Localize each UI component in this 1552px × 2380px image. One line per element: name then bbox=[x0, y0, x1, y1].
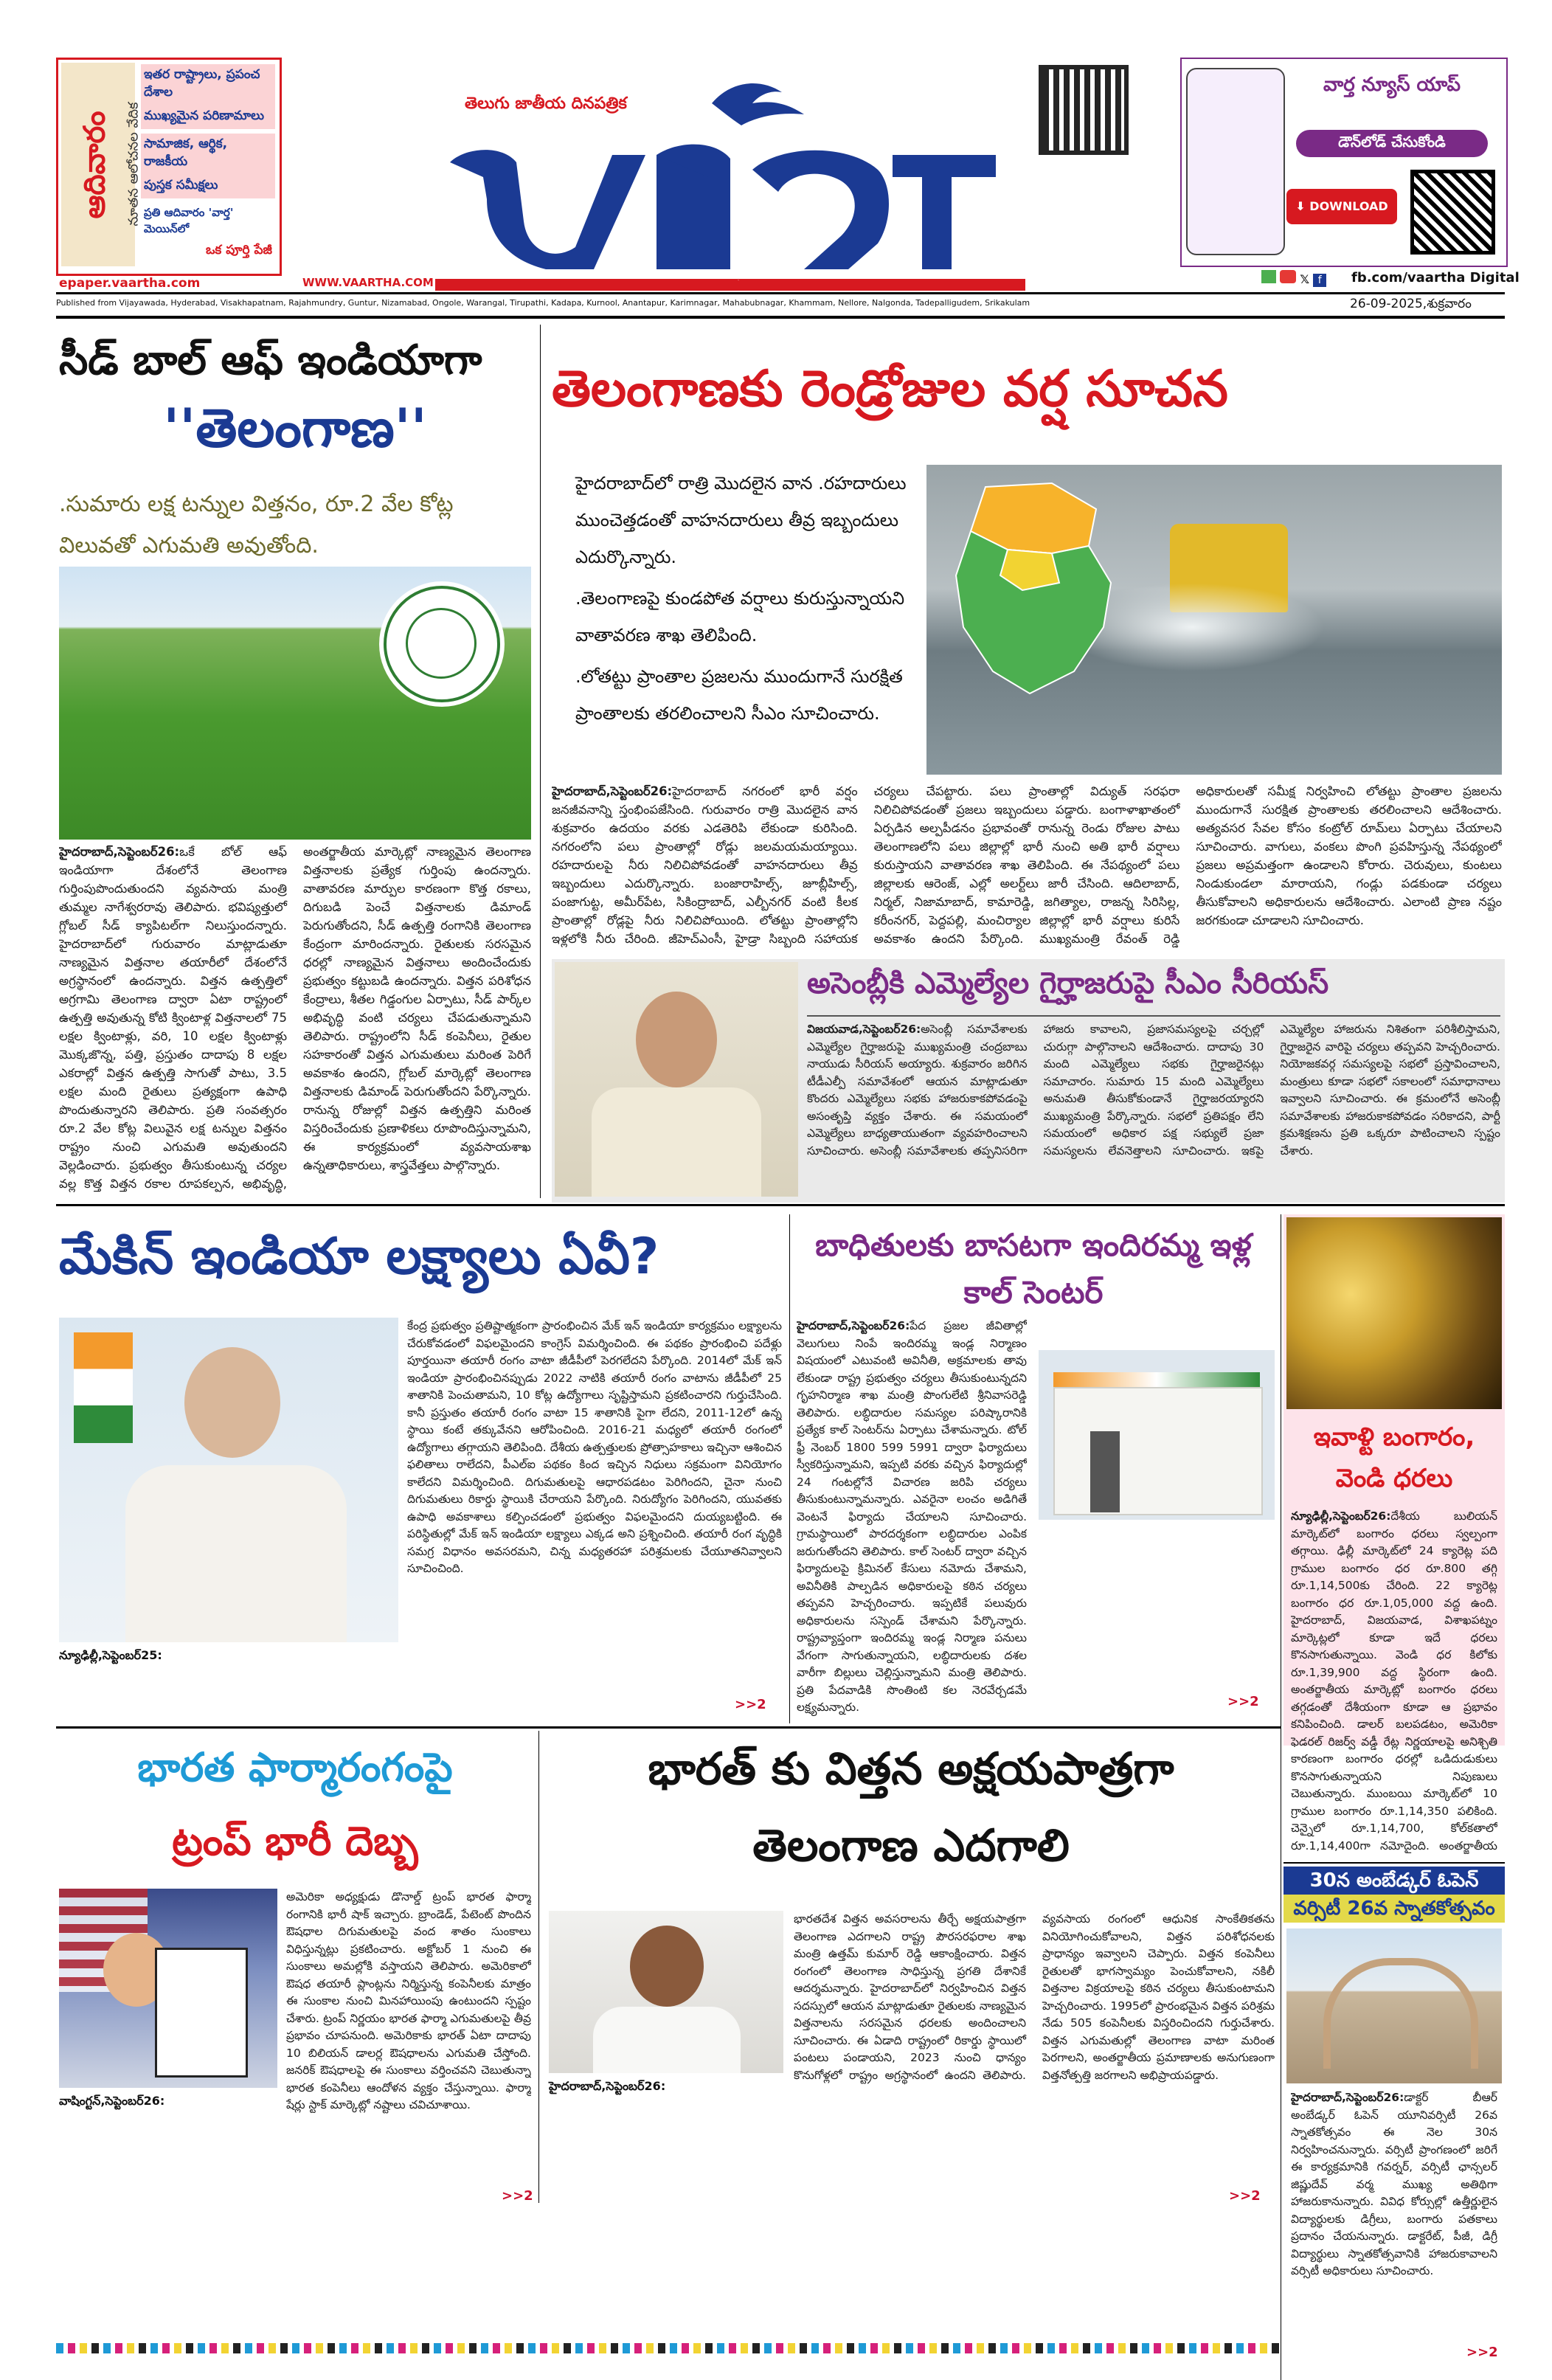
seedbowl-text: భారతదేశ విత్తన అవసరాలను తీర్చే అక్షయపాత్రగా తెలంగాణ ఎదగాలని రాష్ట్ర పౌరసరఫరాల శాఖ మంత్రి ఉత్తమ్ కుమార్ రెడ్డి ఆకాంక్షించారు. విత్తన రంగంలో తెలంగాణ సాధిస్తున్న ప్రగతి దేశానికే ఆదర్శమన్నారు. హైదరాబాద్‌లో నిర్వహించిన విత్తన సదస్సులో ఆయన మాట్లాడుతూ రైతులకు నాణ్యమైన విత్తనాలను సరసమైన ధరలకు అందించాలని సూచించారు. ఈ ఏడాది రాష్ట్రంలో రికార్డు స్థాయిలో పంటలు పండాయని, 2023 నుంచి ధాన్యం కొనుగోళ్లలో రాష్ట్రం అగ్రస్థానంలో ఉందని తెలిపారు. వ్యవసాయ రంగంలో ఆధునిక సాంకేతికతను వినియోగించుకోవాలని, విత్తన పరిశోధనలకు ప్రాధాన్యం ఇవ్వాలని చెప్పారు. విత్తన కంపెనీలు రైతులతో భాగస్వామ్యం పెంచుకోవాలని, నకిలీ విత్తనాల విక్రయాలపై కఠిన చర్యలు తీసుకుంటామని హెచ్చరించారు. 1995లో ప్రారంభమైన విత్తన పరిశ్రమ నేడు 505 కంపెనీలకు విస్తరించిందని గుర్తుచేశారు. విత్తన ఎగుమతుల్లో తెలంగాణ వాటా మరింత పెరగాలని, అంతర్జాతీయ ప్రమాణాలకు అనుగుణంగా విత్తనోత్పత్తి జరగాలని అభిప్రాయపడ్డారు. bbox=[794, 1912, 1275, 2082]
telangana-map bbox=[941, 480, 1118, 701]
seedball-dateline: హైదరాబాద్,సెప్టెంబర్26: bbox=[59, 845, 180, 859]
promo-line: ఇతర రాష్ట్రాలు, ప్రపంచ దేశాల bbox=[141, 64, 275, 105]
gold-title bbox=[1286, 1416, 1502, 1499]
ambedkar-title-line1: 30న అంబేడ్కర్ ఓపెన్ bbox=[1283, 1867, 1505, 1895]
ambedkar-photo bbox=[1286, 1928, 1502, 2083]
indiramma-body bbox=[797, 1318, 1027, 1716]
google-play-icon[interactable] bbox=[1261, 270, 1276, 283]
seedball-title-2: ''తెలంగాణ'' bbox=[163, 397, 427, 459]
epaper-url[interactable]: epaper.vaartha.com bbox=[59, 276, 201, 291]
cm-title: అసెంబ్లీకి ఎమ్మెల్యేల గైర్హాజరుపై సీఎం సీరియస్ bbox=[807, 966, 1329, 1000]
pharma-body bbox=[286, 1889, 531, 2199]
row-rule bbox=[56, 1204, 1505, 1206]
issue-date: 26-09-2025,శుక్రవారం bbox=[1350, 297, 1472, 311]
pharma-title-line1: భారత ఫార్మారంగంపై bbox=[137, 1744, 453, 1791]
seedbowl-dateline: హైదరాబాద్,సెప్టెంబర్26: bbox=[549, 2079, 666, 2093]
modi-head bbox=[184, 1347, 280, 1458]
indiramma-title bbox=[794, 1222, 1273, 1316]
ambedkar-title bbox=[1283, 1867, 1505, 1923]
rain-dateline: హైదరాబాద్,సెప్టెంబర్26: bbox=[552, 784, 673, 798]
promo-logo-block bbox=[61, 63, 142, 266]
ambedkar-dateline: హైదరాబాద్,సెప్టెంబర్26: bbox=[1291, 2091, 1404, 2104]
seedbowl-title-line2: తెలంగాణ ఎదగాలి bbox=[752, 1820, 1070, 1872]
makeinindia-caption bbox=[59, 1647, 782, 1717]
gold-photo bbox=[1286, 1217, 1502, 1409]
seal-inner bbox=[406, 608, 477, 679]
rain-points bbox=[575, 465, 915, 732]
logo-graphic bbox=[435, 74, 1025, 295]
modi-photo bbox=[59, 1318, 398, 1642]
cm-text: అసెంబ్లీ సమావేశాలకు ఎమ్మెల్యేల గైర్హాజరుపై ముఖ్యమంత్రి చంద్రబాబు నాయుడు సీరియస్ అయ్యారు. శుక్రవారం జరిగిన టీడీఎల్పీ సమావేశంలో ఆయన మాట్లాడుతూ కొందరు ఎమ్మెల్యేలు సభకు హాజరుకాకపోవడంపై అసంతృప్తి వ్యక్తం చేశారు. ఈ సమయంలో ఎమ్మెల్యేలు బాధ్యతాయుతంగా వ్యవహరించాలని సూచించారు. అసెంబ్లీ సమావేశాలకు తప్పనిసరిగా హాజరు కావాలని, ప్రజాసమస్యలపై చర్చల్లో చురుగ్గా పాల్గొనాలని ఆదేశించారు. దాదాపు 30 మంది ఎమ్మెల్యేలు సభకు గైర్హాజరైనట్లు సమాచారం. సుమారు 15 మంది ఎమ్మెల్యేలు అనుమతి తీసుకోకుండానే గైర్హాజరయ్యారని ముఖ్యమంత్రి పేర్కొన్నారు. సభలో ప్రతిపక్షం లేని సమయంలో అధికార పక్ష సభ్యులే ప్రజా సమస్యలను లేవనెత్తాలని సూచించారు. ఇకపై ఎమ్మెల్యేల హాజరును నిశితంగా పరిశీలిస్తామని, గైర్హాజరైన వారిపై చర్యలు తప్పవని హెచ్చరించారు. నియోజకవర్గ సమస్యలపై సభలో ప్రస్తావించాలని, మంత్రులు కూడా సభలో సకాలంలో సమాధానాలు ఇవ్వాలని సూచించారు. ఈ క్రమంలోనే అసెంబ్లీ సమావేశాలకు హాజరుకాకపోవడం సరికాదని, పార్టీ క్రమశిక్షణను ప్రతి ఒక్కరూ పాటించాలని స్పష్టం చేశారు. bbox=[807, 1023, 1500, 1158]
app-title: వార్త న్యూస్ యాప్ bbox=[1323, 74, 1461, 96]
minister-head bbox=[630, 1926, 704, 2007]
cm-figure-head bbox=[636, 992, 717, 1087]
pharma-continued[interactable]: >>2 bbox=[502, 2188, 533, 2204]
app-cta: డౌన్‌లోడ్ చేసుకోండి bbox=[1296, 130, 1488, 157]
promo-box bbox=[56, 58, 282, 276]
column-rule bbox=[789, 1214, 790, 1723]
cm-body bbox=[807, 1021, 1500, 1195]
indiramma-photo bbox=[1039, 1350, 1275, 1520]
ambedkar-body bbox=[1291, 2089, 1497, 2367]
social-icons bbox=[1261, 270, 1326, 287]
indiramma-continued[interactable]: >>2 bbox=[1227, 1694, 1259, 1709]
seedbowl-body bbox=[794, 1911, 1275, 2200]
rain-point: హైదరాబాద్‌లో రాత్రి మొదలైన వాన .రహదారులు ముంచెత్తడంతో వాహనదారులు తీవ్ర ఇబ్బందులు ఎదుర్కొన్నారు. bbox=[575, 473, 907, 567]
rain-text: హైదరాబాద్ నగరంలో భారీ వర్షం జనజీవనాన్ని స్తంభింపజేసింది. గురువారం రాత్రి మొదలైన వాన శుక్రవారం ఉదయం వరకు ఎడతెరిపి లేకుండా కురిసింది. నగరంలోని పలు ప్రాంతాల్లో రోడ్లు జలమయమయ్యాయి. రహదారులపై నీరు నిలిచిపోవడంతో వాహనదారులు తీవ్ర ఇబ్బందులు ఎదుర్కొన్నారు. బంజారాహిల్స్, జూబ్లీహిల్స్, పంజాగుట్ట, అమీర్‌పేట, సికింద్రాబాద్, ఎల్బీనగర్ వంటి కీలక ప్రాంతాల్లో రోడ్లపై నీరు నిలిచిపోయింది. లోతట్టు ప్రాంతాల్లోని ఇళ్లలోకి నీరు చేరింది. జీహెచ్ఎంసీ, హైడ్రా సిబ్బంది సహాయక చర్యలు చేపట్టారు. పలు ప్రాంతాల్లో విద్యుత్ సరఫరా నిలిచిపోవడంతో ప్రజలు ఇబ్బందులు పడ్డారు. బంగాళాఖాతంలో ఏర్పడిన అల్పపీడనం ప్రభావంతో రానున్న రెండు రోజుల పాటు తెలంగాణలోని పలు జిల్లాల్లో భారీ నుంచి అతి భారీ వర్షాలు కురుస్తాయని వాతావరణ శాఖ తెలిపింది. ఈ నేపథ్యంలో పలు జిల్లాలకు ఆరెంజ్, ఎల్లో అలర్ట్‌లు జారీ చేసింది. ఆదిలాబాద్, నిర్మల్, నిజామాబాద్, కామారెడ్డి, జగిత్యాల, రాజన్న సిరిసిల్ల, కరీంనగర్, పెద్దపల్లి, మంచిర్యాల జిల్లాల్లో భారీ వర్షాలు కురిసే అవకాశం ఉందని పేర్కొంది. ముఖ్యమంత్రి రేవంత్ రెడ్డి అధికారులతో సమీక్ష నిర్వహించి లోతట్టు ప్రాంతాల ప్రజలను ముందుగానే సురక్షిత ప్రాంతాలకు తరలించాలని ఆదేశించారు. అత్యవసర సేవల కోసం కంట్రోల్ రూమ్‌లు ఏర్పాటు చేయాలని సూచించారు. వాగులు, వంకలు పొంగి ప్రవహిస్తున్న నేపథ్యంలో ప్రజలు అప్రమత్తంగా ఉండాలని కోరారు. చెరువులు, కుంటలు నిండుకుండలా మారాయని, గండ్లు పడకుండా చర్యలు తీసుకోవాలని అధికారులను ఆదేశించారు. ఎలాంటి ప్రాణ నష్టం జరగకుండా చూడాలని సూచించారు. bbox=[552, 784, 1502, 946]
promo-line: సామాజిక, ఆర్థిక, రాజకీయ bbox=[141, 134, 275, 175]
promo-subtitle: నూతన ఆలోచనల వేదిక bbox=[125, 102, 142, 226]
house-flag-stripe bbox=[1053, 1372, 1260, 1387]
seedball-title: సీడ్ బాల్ ఆఫ్ ఇండియాగా bbox=[59, 336, 482, 384]
rain-photo bbox=[926, 465, 1502, 775]
masthead-rule-bottom bbox=[56, 316, 1505, 319]
download-button[interactable] bbox=[1286, 189, 1397, 224]
gold-dateline: న్యూఢిల్లీ,సెప్టెంబర్26: bbox=[1291, 1509, 1391, 1523]
flag bbox=[74, 1332, 133, 1443]
row-rule bbox=[56, 1726, 1281, 1729]
ambedkar-continued[interactable]: >>2 bbox=[1466, 2345, 1498, 2360]
cm-dateline: విజయవాడ,సెప్టెంబర్26: bbox=[807, 1023, 921, 1036]
rain-body bbox=[552, 782, 1502, 966]
promo-line: ప్రతి ఆదివారం 'వార్త' మెయిన్‌లో bbox=[144, 206, 234, 235]
app-ad[interactable] bbox=[1180, 58, 1508, 267]
download-icon: ⬇ bbox=[1295, 199, 1310, 213]
seedbowl-continued[interactable]: >>2 bbox=[1229, 2188, 1261, 2204]
seedball-photo bbox=[59, 567, 531, 840]
signed-document bbox=[155, 1948, 248, 2078]
column-rule bbox=[540, 325, 541, 1198]
modi-body bbox=[125, 1465, 347, 1642]
indiramma-text: పేద ప్రజల జీవితాల్లో వెలుగులు నింపే ఇందిరమ్మ ఇండ్ల నిర్మాణం విషయంలో ఎటువంటి అవినీతి, అక్రమాలకు తావు లేకుండా రాష్ట్ర ప్రభుత్వం చర్యలు తీసుకుంటున్నదని గృహనిర్మాణ శాఖ మంత్రి పొంగులేటి శ్రీనివాసరెడ్డి తెలిపారు. లబ్ధిదారుల సమస్యల పరిష్కారానికి ప్రత్యేక కాల్ సెంటర్‌ను ఏర్పాటు చేశామన్నారు. టోల్ ఫ్రీ నెంబర్ 1800 599 5991 ద్వారా ఫిర్యాదులు స్వీకరిస్తున్నామని, ఇప్పటి వరకు వచ్చిన ఫిర్యాదుల్లో 24 గంటల్లోనే విచారణ జరిపి చర్యలు తీసుకుంటున్నామన్నారు. ఎవరైనా లంచం అడిగితే వెంటనే ఫిర్యాదు చేయాలని సూచించారు. గ్రామస్థాయిలో పారదర్శకంగా లబ్ధిదారుల ఎంపిక జరుగుతోందని తెలిపారు. కాల్ సెంటర్ ద్వారా వచ్చిన ఫిర్యాదులపై క్రిమినల్ కేసులు నమోదు చేశామని, అవినీతికి పాల్పడిన అధికారులపై కఠిన చర్యలు తప్పవని హెచ్చరించారు. ఇప్పటికే పలువురు అధికారులను సస్పెండ్ చేశామని పేర్కొన్నారు. రాష్ట్రవ్యాప్తంగా ఇందిరమ్మ ఇండ్ల నిర్మాణ పనులు వేగంగా సాగుతున్నాయని, లబ్ధిదారులకు దశల వారీగా బిల్లులు చెల్లిస్తున్నామని మంత్రి తెలిపారు. ప్రతి పేదవాడికి సొంతింటి కల నెరవేర్చడమే లక్ష్యమన్నారు. bbox=[797, 1319, 1027, 1714]
pharma-dateline: వాషింగ్టన్,సెప్టెంబర్26: bbox=[59, 2094, 165, 2108]
masthead-logo bbox=[435, 74, 1025, 295]
seedbowl-title-line1: భారత్ కు విత్తన అక్షయపాత్రగా bbox=[648, 1743, 1174, 1795]
published-from: Published from Vijayawada, Hyderabad, Visakhapatnam, Rajahmundry, Guntur, Nizamabad, Ongole, Warangal, Tirupathi, Kadapa, Kurnool, Anantapur, Karimnagar, Mahabubnagar, Khammam, Nellore, Nalgonda, Tadepalligudem, Srikakulam bbox=[56, 298, 1030, 308]
ambedkar-text: డాక్టర్ బీఆర్ అంబేడ్కర్ ఓపెన్ యూనివర్సిటీ 26వ స్నాతకోత్సవం ఈ నెల 30న నిర్వహించనున్నారు. వర్సిటీ ప్రాంగణంలో జరిగే ఈ కార్యక్రమానికి గవర్నర్, వర్సిటీ ఛాన్సలర్ జిష్ణుదేవ్ వర్మ ముఖ్య అతిథిగా హాజరుకానున్నారు. వివిధ కోర్సుల్లో ఉత్తీర్ణులైన విద్యార్థులకు డిగ్రీలు, బంగారు పతకాలు ప్రదానం చేయనున్నారు. డాక్టరేట్, పీజీ, డిగ్రీ విద్యార్థులు స్నాతకోత్సవానికి హాజరుకావాలని వర్సిటీ అధికారులు సూచించారు. bbox=[1291, 2091, 1497, 2277]
makeinindia-title: మేకిన్ ఇండియా లక్ష్యాలు ఏవీ? bbox=[59, 1228, 659, 1286]
download-label: DOWNLOAD bbox=[1309, 199, 1388, 213]
rain-point: .లోతట్టు ప్రాంతాల ప్రజలను ముందుగానే సురక్షిత ప్రాంతాలకు తరలించాలని సీఎం సూచించారు. bbox=[575, 666, 903, 724]
house-door bbox=[1090, 1431, 1120, 1512]
tagline: తెలుగు జాతీయ దినపత్రిక bbox=[465, 94, 627, 113]
pharma-caption bbox=[59, 2092, 280, 2203]
trump-photo bbox=[59, 1889, 277, 2088]
column-rule bbox=[538, 1731, 539, 2203]
makeinindia-continued[interactable]: >>2 bbox=[735, 1697, 766, 1712]
gold-title-text: ఇవాళ్టి బంగారం, వెండి ధరలు bbox=[1313, 1422, 1475, 1493]
facebook-handle[interactable]: fb.com/vaartha Digital bbox=[1351, 270, 1520, 286]
indiramma-title-text: బాధితులకు బాసటగా ఇందిరమ్మ ఇళ్ల కాల్ సెంటర్ bbox=[815, 1227, 1252, 1310]
rain-title: తెలంగాణకు రెండ్రోజుల వర్ష సూచన bbox=[552, 360, 1228, 418]
minister-body bbox=[593, 2007, 741, 2073]
cm-title-rule bbox=[807, 1015, 1500, 1017]
facebook-icon[interactable]: f bbox=[1313, 274, 1326, 287]
gold-body bbox=[1291, 1508, 1497, 1855]
pharma-title-line2: ట్రంప్ భారీ దెబ్బ bbox=[172, 1818, 418, 1864]
registration-bar bbox=[56, 2343, 1281, 2353]
ambedkar-top-rule bbox=[1283, 1862, 1505, 1864]
indiramma-dateline: హైదరాబాద్,సెప్టెంబర్26: bbox=[797, 1319, 910, 1332]
cm-figure-body bbox=[592, 1087, 761, 1197]
university-arch bbox=[1323, 1958, 1478, 2069]
gold-text: దేశీయ బులియన్ మార్కెట్‌లో బంగారం ధరలు స్వల్పంగా తగ్గాయి. ఢిల్లీ మార్కెట్‌లో 24 క్యారెట్ల పది గ్రాముల బంగారం ధర రూ.800 తగ్గి రూ.1,14,500కు చేరింది. 22 క్యారెట్ల బంగారం ధర రూ.1,05,000 వద్ద ఉంది. హైదరాబాద్, విజయవాడ, విశాఖపట్నం మార్కెట్లలో కూడా ఇదే ధరలు కొనసాగుతున్నాయి. వెండి ధర కిలోకు రూ.1,39,900 వద్ద స్థిరంగా ఉంది. అంతర్జాతీయ మార్కెట్లో బంగారం ధరలు తగ్గడంతో దేశీయంగా కూడా ఆ ప్రభావం కనిపించింది. డాలర్ బలపడటం, అమెరికా ఫెడరల్ రిజర్వ్ వడ్డీ రేట్ల నిర్ణయాలపై అనిశ్చితి కారణంగా బంగారం ధరల్లో ఒడిదుడుకులు కొనసాగుతున్నాయని నిపుణులు చెబుతున్నారు. ముంబయి మార్కెట్‌లో 10 గ్రాముల బంగారం రూ.1,14,350 పలికింది. చెన్నైలో రూ.1,14,700, కోల్‌కతాలో రూ.1,14,400గా నమోదైంది. అంతర్జాతీయ bbox=[1291, 1509, 1497, 1853]
makeinindia-dateline: న్యూఢిల్లీ,సెప్టెంబర్25: bbox=[59, 1648, 162, 1662]
minister-photo bbox=[549, 1911, 783, 2073]
promo-line: ముఖ్యమైన పరిణామాలు bbox=[141, 105, 275, 129]
pharma-text: అమెరికా అధ్యక్షుడు డొనాల్డ్ ట్రంప్ భారత ఫార్మా రంగానికి భారీ షాక్ ఇచ్చారు. బ్రాండెడ్, పేటెంట్ పొందిన ఔషధాల దిగుమతులపై వంద శాతం సుంకాలు విధిస్తున్నట్లు ప్రకటించారు. అక్టోబర్ 1 నుంచి ఈ సుంకాలు అమల్లోకి వస్తాయని తెలిపారు. అమెరికాలో ఔషధ తయారీ ప్లాంట్లను నిర్మిస్తున్న కంపెనీలకు మాత్రం ఈ సుంకాల నుంచి మినహాయింపు ఉంటుందని స్పష్టం చేశారు. ట్రంప్ నిర్ణయం భారత ఫార్మా ఎగుమతులపై తీవ్ర ప్రభావం చూపనుంది. అమెరికాకు భారత్ ఏటా దాదాపు 10 బిలియన్ డాలర్ల ఔషధాలను ఎగుమతి చేస్తోంది. జనరిక్ ఔషధాలపై ఈ సుంకాలు వర్తించవని చెబుతున్నా భారత కంపెనీలు ఆందోళన వ్యక్తం చేస్తున్నాయి. ఫార్మా షేర్లు స్టాక్ మార్కెట్లో నష్టాలు చవిచూశాయి. bbox=[286, 1890, 531, 2111]
ambedkar-title-line2: వర్సిటీ 26వ స్నాతకోత్సవం bbox=[1283, 1895, 1505, 1923]
website-url[interactable]: WWW.VAARTHA.COM bbox=[302, 276, 434, 289]
pharma-title bbox=[59, 1731, 531, 1878]
seedbowl-caption bbox=[549, 2078, 783, 2196]
qr-code[interactable] bbox=[1039, 65, 1129, 155]
promo-title: ఆదివారం bbox=[77, 111, 112, 219]
seedball-subtitle: .సుమారు లక్ష టన్నుల విత్తనం, రూ.2 వేల కోట్ల విలువతో ఎగుమతి అవుతోంది. bbox=[59, 491, 454, 558]
cm-photo bbox=[555, 962, 798, 1197]
house-wall bbox=[1053, 1387, 1263, 1515]
seedball-text: ఒకే బోల్ ఆఫ్ ఇండియాగా దేశంలోనే తెలంగాణ గుర్తింపుపొందుతుందని వ్యవసాయ మంత్రి తుమ్మల నాగేశ్వరరావు తెలిపారు. భవిష్యత్తులో గ్లోబల్ సీడ్ క్యాపిటల్‌గా నిలుస్తుందన్నారు. హైదరాబాద్‌లో గురువారం మాట్లాడుతూ నాణ్యమైన విత్తనాల తయారీలో దేశంలోనే అగ్రస్థానంలో ఉందన్నారు. విత్తన ఉత్పత్తిలో అగ్రగామి తెలంగాణ ద్వారా ఏటా రాష్ట్రంలో ఉత్పత్తి అవుతున్న కోటి క్వింటాళ్ల విత్తనాలలో 75 లక్షల క్వింటాళ్లు, వరి, 10 లక్షల క్వింటాళ్లు మొక్కజొన్న, పత్తి, ప్రస్తుతం దాదాపు 8 లక్షల ఎకరాల్లో విత్తన ఉత్పత్తి సాగుతో పాటు, 3.5 లక్షల మంది రైతులు ప్రత్యక్షంగా ఉపాధి పొందుతున్నారని తెలిపారు. ప్రతి సంవత్సరం రూ.2 వేల కోట్ల విలువైన లక్ష టన్నుల విత్తనం రాష్ట్రం నుంచి ఎగుమతి అవుతుందని వెల్లడించారు. ప్రభుత్వం తీసుకుంటున్న చర్యల వల్ల కొత్త విత్తన రకాల రూపకల్పన, అభివృద్ధి, అంతర్జాతీయ మార్కెట్లో నాణ్యమైన తెలంగాణ విత్తనాలకు ప్రత్యేక గుర్తింపు ఉందన్నారు. వాతావరణ మార్పుల కారణంగా కొత్త రకాలు, దిగుబడి పెంచే విత్తనాలకు డిమాండ్ పెరుగుతోందని, సీడ్ ఉత్పత్తి రంగానికి తెలంగాణ కేంద్రంగా మారిందన్నారు. రైతులకు సరసమైన ధరల్లో నాణ్యమైన విత్తనాలు అందించేందుకు ప్రభుత్వం కట్టుబడి ఉందన్నారు. విత్తన పరిశోధన కేంద్రాలు, శీతల గిడ్డంగుల ఏర్పాటు, సీడ్ పార్క్‌ల అభివృద్ధి వంటి చర్యలు చేపడుతున్నామని తెలిపారు. రాష్ట్రంలోని సీడ్ కంపెనీలు, రైతుల సహకారంతో విత్తన ఎగుమతులు మరింత పెరిగే అవకాశం ఉందని, గ్లోబల్ మార్కెట్లో తెలంగాణ విత్తనాలకు డిమాండ్ పెరుగుతోందని పేర్కొన్నారు. రానున్న రోజుల్లో విత్తన ఉత్పత్తిని మరింత విస్తరించేందుకు ప్రణాళికలు రూపొందిస్తున్నామని, ఈ కార్యక్రమంలో వ్యవసాయశాఖ ఉన్నతాధికారులు, శాస్త్రవేత్తలు పాల్గొన్నారు. bbox=[59, 845, 531, 1191]
seedbowl-title bbox=[546, 1731, 1276, 1884]
makeinindia-text: కేంద్ర ప్రభుత్వం ప్రతిష్టాత్మకంగా ప్రారంభించిన మేక్ ఇన్ ఇండియా కార్యక్రమం లక్ష్యాలను చేరుకోవడంలో విఫలమైందని కాంగ్రెస్ విమర్శించింది. ఈ పథకం ప్రారంభించి పదేళ్లు పూర్తయినా తయారీ రంగం వాటా జీడీపీలో పెరగలేదని పేర్కొంది. 2014లో మేక్ ఇన్ ఇండియా ప్రారంభించినప్పుడు 2022 నాటికి తయారీ రంగం వాటాను జీడీపీలో 25 శాతానికి పెంచుతామని, 10 కోట్ల ఉద్యోగాలు సృష్టిస్తామని ప్రకటించారని గుర్తుచేసింది. కానీ ప్రస్తుతం తయారీ రంగం వాటా 15 శాతానికి పైగా లేదని, 2011-12లో ఉన్న స్థాయి కంటే తక్కువేనని ఆరోపించింది. 2016-21 మధ్యలో తయారీ రంగంలో ఉద్యోగాలు తగ్గాయని తెలిపింది. దేశీయ ఉత్పత్తులకు ప్రోత్సాహకాలు ఇచ్చినా ఆశించిన ఫలితాలు రాలేదని, పీఎల్ఐ పథకం కింద ఇచ్చిన నిధులు సక్రమంగా వినియోగం కాలేదని విమర్శించింది. దిగుమతులపై ఆధారపడటం పెరిగిందని, చైనా నుంచి దిగుమతులు రికార్డు స్థాయికి చేరాయని పేర్కొంది. నిరుద్యోగం పెరిగిందని, యువతకు ఉపాధి అవకాశాలు కల్పించడంలో ప్రభుత్వం విఫలమైందని దుయ్యబట్టింది. ఈ పరిస్థితుల్లో మేక్ ఇన్ ఇండియా లక్ష్యాలు ఎక్కడ అని ప్రశ్నించింది. తయారీ రంగ వృద్ధికి సమగ్ర విధానం అవసరమని, చిన్న మధ్యతరహా పరిశ్రమలకు చేయూతనివ్వాలని సూచించింది. bbox=[407, 1319, 782, 1575]
rain-point: .తెలంగాణపై కుండపోత వర్షాలు కురుస్తున్నాయని వాతావరణ శాఖ తెలిపింది. bbox=[575, 588, 905, 646]
app-qr-code[interactable] bbox=[1410, 170, 1495, 255]
promo-line: ఒక పూర్తి పేజీ bbox=[206, 243, 272, 257]
x-icon[interactable]: 𝕏 bbox=[1300, 272, 1310, 286]
logo-text: వార్త bbox=[738, 280, 739, 281]
masthead-rule bbox=[56, 292, 1505, 294]
youtube-icon[interactable] bbox=[1280, 270, 1296, 283]
seedball-body bbox=[59, 843, 531, 1194]
makeinindia-body bbox=[407, 1318, 782, 1651]
promo-line: పుస్తక సమీక్షలు bbox=[141, 175, 275, 198]
phone-mockup bbox=[1186, 68, 1285, 255]
